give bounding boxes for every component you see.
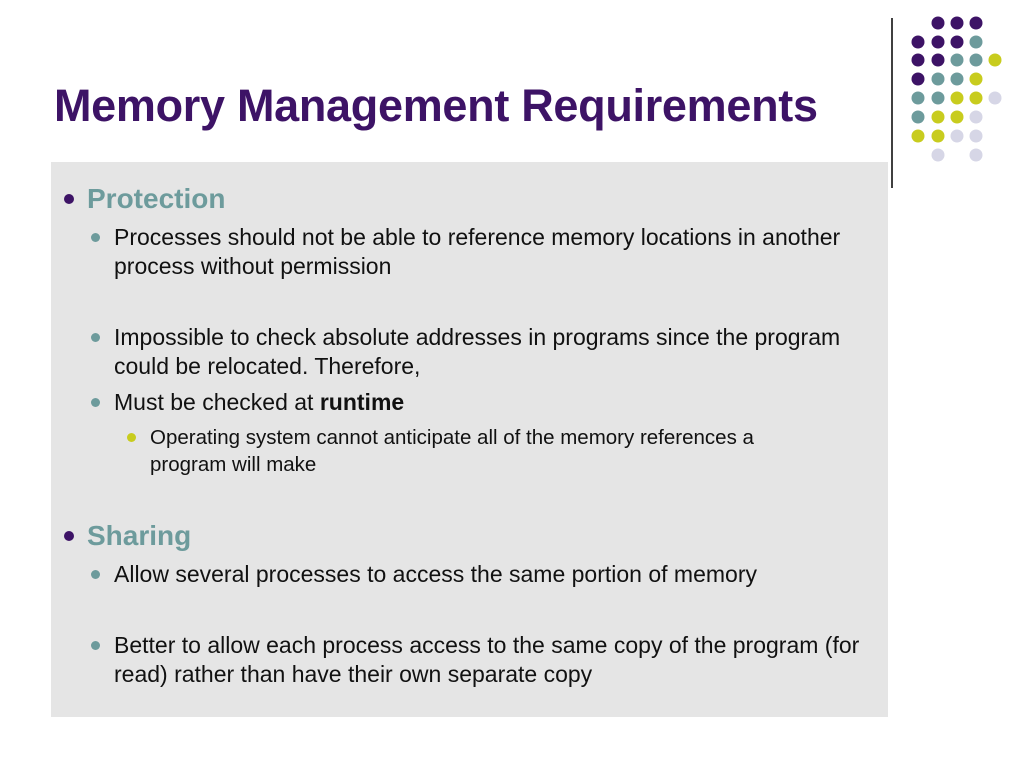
decorative-dot — [970, 130, 983, 143]
bullet-marker — [127, 433, 136, 442]
bullet-marker — [91, 333, 100, 342]
decorative-dot — [912, 92, 925, 105]
decorative-dot — [912, 111, 925, 124]
bullet-marker — [91, 570, 100, 579]
slide-title: Memory Management Requirements — [54, 80, 818, 131]
decorative-divider-line — [891, 18, 893, 188]
list-item-text: Better to allow each process access to the same copy of the program (for read) rather than have their own separate copy — [114, 632, 860, 687]
decorative-dot — [912, 36, 925, 49]
list-item — [114, 560, 874, 589]
content-box — [51, 162, 888, 717]
decorative-dot — [932, 73, 945, 86]
decorative-dot — [989, 54, 1002, 67]
decorative-dot — [970, 92, 983, 105]
decorative-dot — [989, 92, 1002, 105]
decorative-dot — [932, 130, 945, 143]
list-item-text: Must be checked at — [114, 389, 320, 415]
decorative-dot — [970, 54, 983, 67]
decorative-dot — [932, 92, 945, 105]
section-heading-sharing — [87, 519, 191, 553]
decorative-dot — [932, 149, 945, 162]
decorative-dot — [912, 54, 925, 67]
bullet-marker — [64, 194, 74, 204]
list-item — [114, 223, 874, 281]
list-item-emphasis: runtime — [319, 389, 405, 415]
decorative-dot — [932, 17, 945, 30]
list-item — [114, 631, 874, 689]
decorative-dot — [970, 149, 983, 162]
list-item — [114, 323, 874, 381]
decorative-dot — [932, 54, 945, 67]
decorative-dot — [951, 36, 964, 49]
dot-group — [912, 17, 1002, 162]
decorative-dot — [932, 111, 945, 124]
decorative-dot — [970, 73, 983, 86]
sub-list-item-text: Operating system cannot anticipate all of the memory references a program will make — [150, 426, 754, 476]
decorative-dot — [951, 17, 964, 30]
bullet-marker — [91, 233, 100, 242]
sub-list-item — [150, 424, 810, 478]
decorative-dot — [951, 130, 964, 143]
decorative-dot — [951, 73, 964, 86]
decorative-dot — [970, 111, 983, 124]
decorative-dot — [970, 17, 983, 30]
section-heading-text: Protection — [87, 183, 226, 214]
decorative-dot — [970, 36, 983, 49]
bullet-marker — [64, 531, 74, 541]
decorative-dot — [951, 92, 964, 105]
list-item-text: Impossible to check absolute addresses in programs since the program could be relocated. Therefore, — [114, 324, 841, 379]
decorative-dot — [912, 73, 925, 86]
section-heading-protection — [87, 182, 225, 216]
section-heading-text: Sharing — [87, 520, 192, 551]
bullet-marker — [91, 641, 100, 650]
bullet-marker — [91, 398, 100, 407]
decorative-dot — [951, 111, 964, 124]
decorative-dot — [951, 54, 964, 67]
list-item — [114, 388, 874, 417]
list-item-text: Allow several processes to access the same portion of memory — [114, 561, 757, 587]
decorative-dot — [932, 36, 945, 49]
list-item-text: Processes should not be able to reference memory locations in another process without permission — [114, 224, 841, 279]
decorative-dot — [912, 130, 925, 143]
